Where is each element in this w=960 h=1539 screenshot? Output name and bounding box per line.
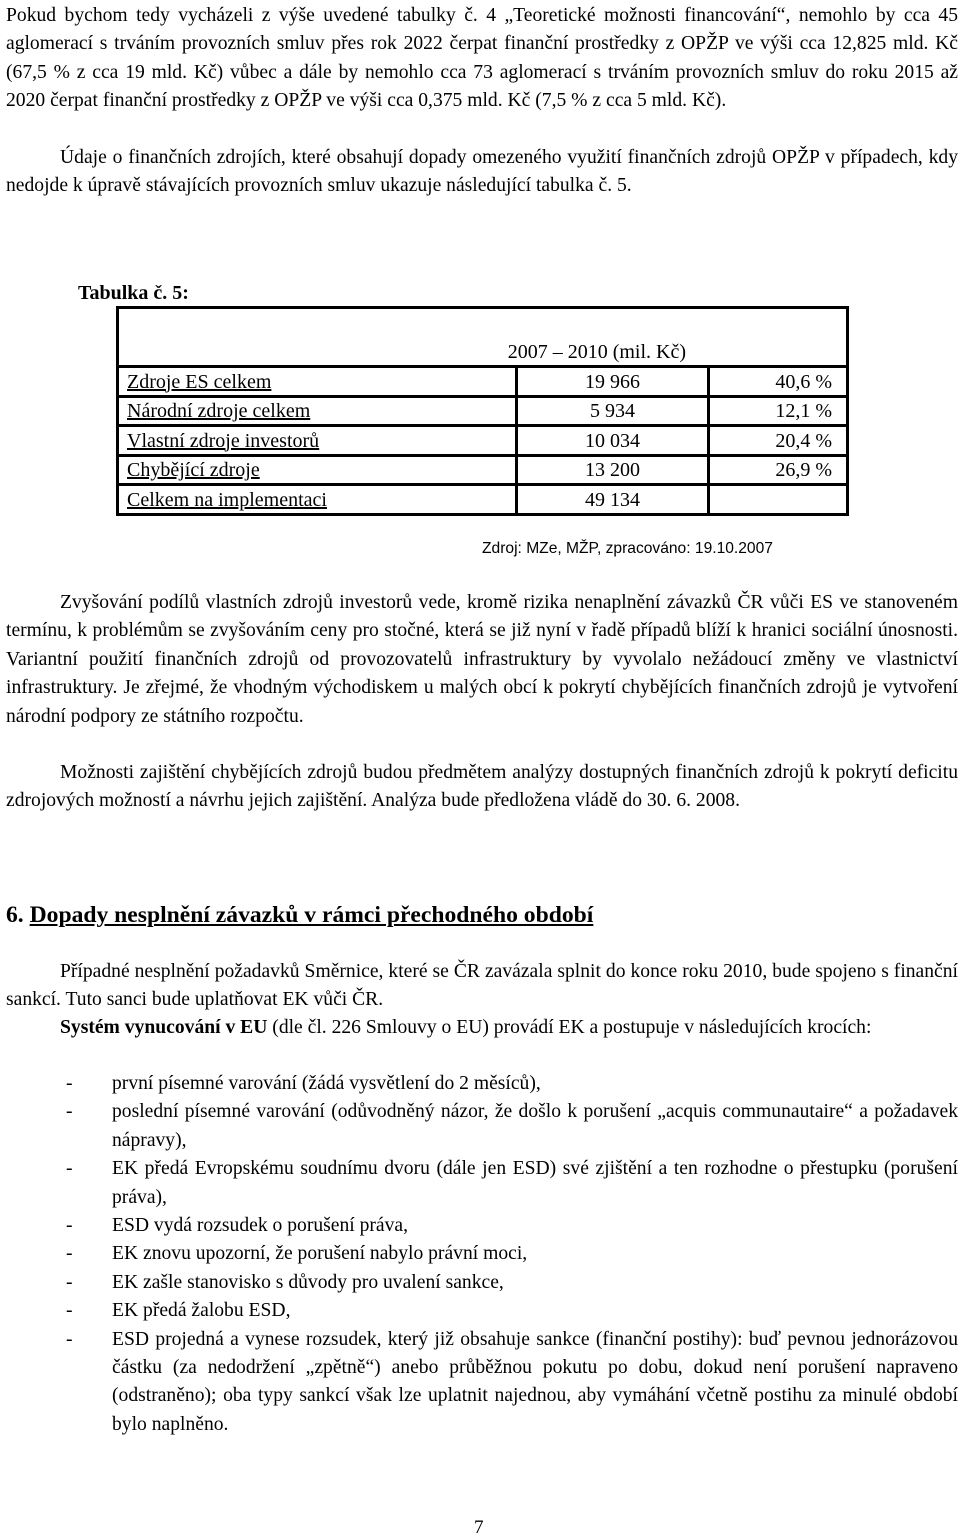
section-title: Dopady nesplnění závazků v rámci přechodného období — [29, 902, 594, 928]
paragraph-sanctions — [6, 958, 958, 1015]
paragraph-investor-sources-text: Zvyšování podílů vlastních zdrojů investorů vede, kromě rizika nenaplnění závazků ČR vůči ES ve stanoveném termínu, k problémům se zvyšováním ceny pro stočné, která se již nyní v řadě případů blíží k hranici sociální únosnosti. Variantní použití finančních zdrojů od provozovatelů infrastruktury by vyvolalo nežádoucí změny ve vlastnictví infrastruktury. Je zřejmé, že vhodným východiskem u malých obcí k pokrytí chybějících finančních zdrojů je vytvoření národní podpory ze státního rozpočtu. — [6, 592, 958, 727]
list-dash: - — [66, 1215, 73, 1237]
table-source-note: Zdroj: MZe, MŽP, zpracováno: 19.10.2007 — [482, 540, 773, 557]
row-value: 49 134 — [516, 485, 709, 515]
list-item-text: poslední písemné varování (odůvodněný názor, že došlo k porušení „acquis communautaire“ a požadavek nápravy), — [112, 1101, 958, 1151]
list-item — [0, 1297, 958, 1325]
table-row — [118, 367, 848, 397]
page-number: 7 — [474, 1517, 484, 1538]
paragraph-financial-sources-intro-text: Údaje o finančních zdrojích, které obsahují dopady omezeného využití finančních zdrojů OPŽP v případech, kdy nedojde k úpravě stávajících provozních smluv ukazuje následující tabulka č. 5. — [6, 147, 958, 197]
list-dash: - — [66, 1243, 73, 1265]
list-item — [0, 1212, 958, 1240]
paragraph-financial-sources-intro — [6, 144, 958, 201]
row-label: Národní zdroje celkem — [127, 400, 311, 422]
table-row — [118, 455, 848, 485]
paragraph-enforcement-system — [6, 1014, 958, 1042]
list-item — [0, 1098, 958, 1155]
enforcement-steps-list — [0, 1070, 960, 1439]
list-dash: - — [66, 1328, 73, 1350]
list-dash: - — [66, 1158, 73, 1180]
paragraph-funding-analysis — [6, 759, 958, 816]
paragraph-investor-sources — [6, 589, 958, 731]
list-dash: - — [66, 1073, 73, 1094]
list-item-text: EK znovu upozorní, že porušení nabylo právní moci, — [112, 1243, 528, 1265]
row-label: Vlastní zdroje investorů — [127, 429, 320, 452]
list-dash: - — [66, 1271, 73, 1293]
table-row — [118, 426, 848, 456]
section-number: 6. — [6, 902, 24, 928]
row-percent — [709, 485, 848, 515]
paragraph-financing-summary: Pokud bychom tedy vycházeli z výše uvedené tabulky č. 4 „Teoretické možnosti financování“, nemohlo by cca 45 aglomerací s trváním provozních smluv přes rok 2022 čerpat finanční prostředky z OPŽP ve výši cca 12,825 mld. Kč (67,5 % z cca 19 mld. Kč) vůbec a dále by nemohlo cca 73 aglomerací s trváním provozních smluv do roku 2015 až 2020 čerpat finanční prostředky z OPŽP ve výši cca 0,375 mld. Kč (7,5 % z cca 5 mld. Kč). — [6, 5, 958, 112]
table-header-row — [118, 308, 848, 367]
row-label: Chybějící zdroje — [127, 459, 260, 481]
row-percent: 20,4 % — [709, 426, 848, 456]
row-value: 19 966 — [516, 367, 709, 397]
row-value: 10 034 — [516, 426, 709, 456]
list-item — [0, 1070, 958, 1098]
paragraph-sanctions-text: Případné nesplnění požadavků Směrnice, které se ČR zavázala splnit do konce roku 2010, bude spojeno s finanční sankcí. Tuto sanci bude uplatňovat EK vůči ČR. — [6, 961, 958, 1011]
list-item-text: EK předá Evropskému soudnímu dvoru (dále jen ESD) své zjištění a ten rozhodne o přestupku (porušení práva), — [112, 1158, 958, 1208]
row-value: 5 934 — [516, 396, 709, 426]
financial-sources-table — [116, 306, 849, 516]
table-caption: Tabulka č. 5: — [78, 282, 189, 304]
list-item-text: ESD vydá rozsudek o porušení práva, — [112, 1215, 409, 1237]
list-item — [0, 1326, 958, 1440]
section-heading — [6, 898, 593, 932]
list-item-text: první písemné varování (žádá vysvětlení do 2 měsíců), — [112, 1073, 541, 1094]
row-label: Zdroje ES celkem — [127, 370, 272, 393]
row-label: Celkem na implementaci — [127, 488, 327, 511]
list-item-text: EK zašle stanovisko s důvody pro uvalení sankce, — [112, 1271, 504, 1293]
row-value: 13 200 — [516, 455, 709, 485]
list-dash: - — [66, 1300, 73, 1322]
list-item-text: EK předá žalobu ESD, — [112, 1300, 291, 1322]
row-percent: 12,1 % — [709, 396, 848, 426]
list-dash: - — [66, 1101, 73, 1123]
table-header-period: 2007 – 2010 (mil. Kč) — [118, 308, 848, 367]
list-item — [0, 1240, 958, 1268]
enforcement-system-term: Systém vynucování v EU — [60, 1017, 268, 1038]
row-percent: 40,6 % — [709, 367, 848, 397]
paragraph-funding-analysis-text: Možnosti zajištění chybějících zdrojů budou předmětem analýzy dostupných finančních zdrojů k pokrytí deficitu zdrojových možností a návrhu jejich zajištění. Analýza bude předložena vládě do 30. 6. 2008. — [6, 762, 958, 812]
list-item — [0, 1155, 958, 1212]
list-item — [0, 1269, 958, 1297]
list-item-text: ESD projedná a vynese rozsudek, který již obsahuje sankce (finanční postihy): buď pevnou jednorázovou částku (za nedodržení „zpětně“) anebo průběžnou pokutu po dobu, dokud není porušení napraveno (odstraněno); oba typy sankcí však lze uplatnit najednou, aby vymáhání včetně postihu za minulé období bylo naplněno. — [112, 1328, 958, 1435]
paragraph-enforcement-system-text: (dle čl. 226 Smlouvy o EU) provádí EK a postupuje v následujících krocích: — [267, 1017, 872, 1038]
table-row — [118, 485, 848, 515]
row-percent: 26,9 % — [709, 455, 848, 485]
table-row — [118, 396, 848, 426]
